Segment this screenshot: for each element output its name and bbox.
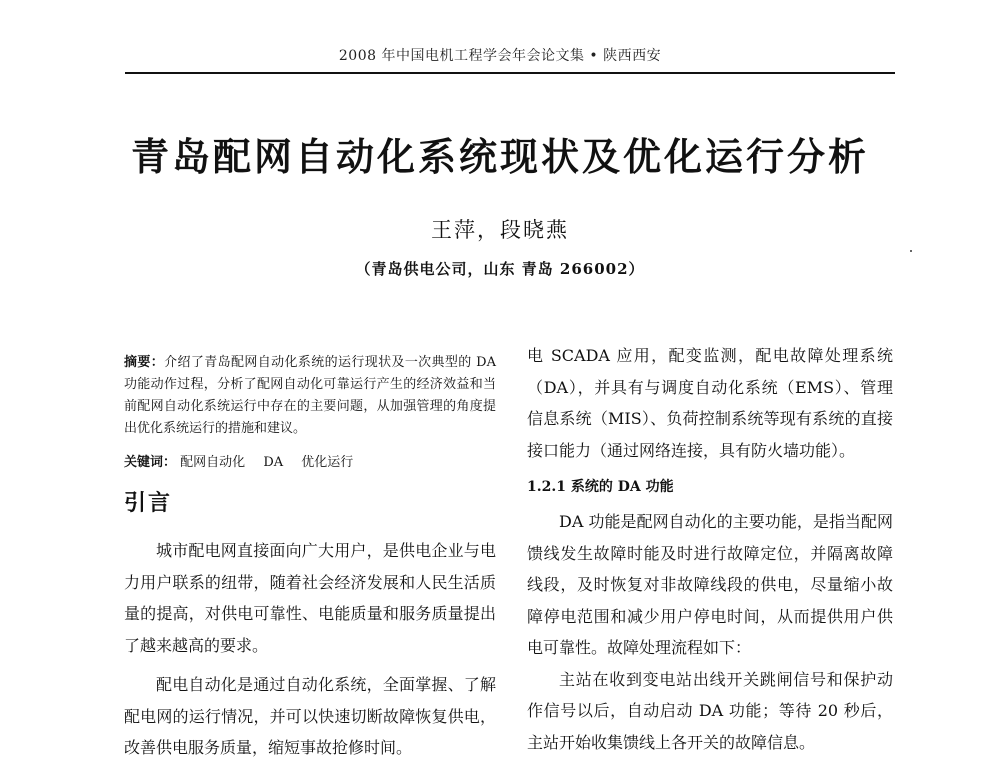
header-rule (125, 72, 895, 74)
intro-paragraph-2: 配电自动化是通过自动化系统，全面掌握、了解配电网的运行情况，并可以快速切断故障恢复供电，改善供电服务质量，缩短事故抢修时间。 (124, 675, 496, 757)
keyword: DA (263, 455, 284, 470)
paper-title: 青岛配网自动化系统现状及优化运行分析 (130, 135, 869, 179)
keyword: 优化运行 (301, 455, 354, 470)
keyword: 配网自动化 (180, 455, 246, 470)
abstract-text: 介绍了青岛配网自动化系统的运行现状及一次典型的 DA 功能动作过程，分析了配网自动化可靠运行产生的经济效益和当前配网自动化系统运行中存在的主要问题，从加强管理的角度提出优化系统运行的措施和建议。 (124, 355, 496, 436)
running-header: 2008 年中国电机工程学会年会论文集 • 陕西西安 (338, 48, 662, 64)
keywords (124, 452, 496, 474)
abstract-label: 摘要： (124, 355, 165, 370)
right-column (527, 340, 893, 758)
paper-affiliation: （青岛供电公司，山东 青岛 266002） (355, 260, 645, 278)
da-paragraph-2: 主站在收到变电站出线开关跳闸信号和保护动作信号以后，自动启动 DA 功能；等待 20 秒后，主站开始收集馈线上各开关的故障信息。 (527, 669, 893, 752)
paper-authors: 王萍，段晓燕 (431, 218, 569, 242)
da-paragraph-1: DA 功能是配网自动化的主要功能，是指当配网馈线发生故障时能及时进行故障定位，并隔离故障线段，及时恢复对非故障线段的供电，尽量缩小故障停电范围和减少用户停电时间，从而提供用户供电可靠性。故障处理流程如下： (527, 512, 893, 657)
continued-paragraph: 电 SCADA 应用，配变监测，配电故障处理系统（DA），并具有与调度自动化系统（EMS）、管理信息系统（MIS）、负荷控制系统等现有系统的直接接口能力（通过网络连接，具有防火墙功能）。 (527, 346, 893, 460)
left-column (124, 352, 496, 764)
keywords-label: 关键词： (124, 455, 177, 470)
intro-paragraph-1: 城市配电网直接面向广大用户，是供电企业与电力用户联系的纽带，随着社会经济发展和人民生活质量的提高，对供电可靠性、电能质量和服务质量提出了越来越高的要求。 (124, 541, 496, 655)
section-heading-intro: 引言 (124, 491, 173, 516)
scan-speck (910, 250, 912, 252)
subsection-heading: 1.2.1 系统的 DA 功能 (527, 479, 674, 495)
abstract (124, 352, 496, 440)
